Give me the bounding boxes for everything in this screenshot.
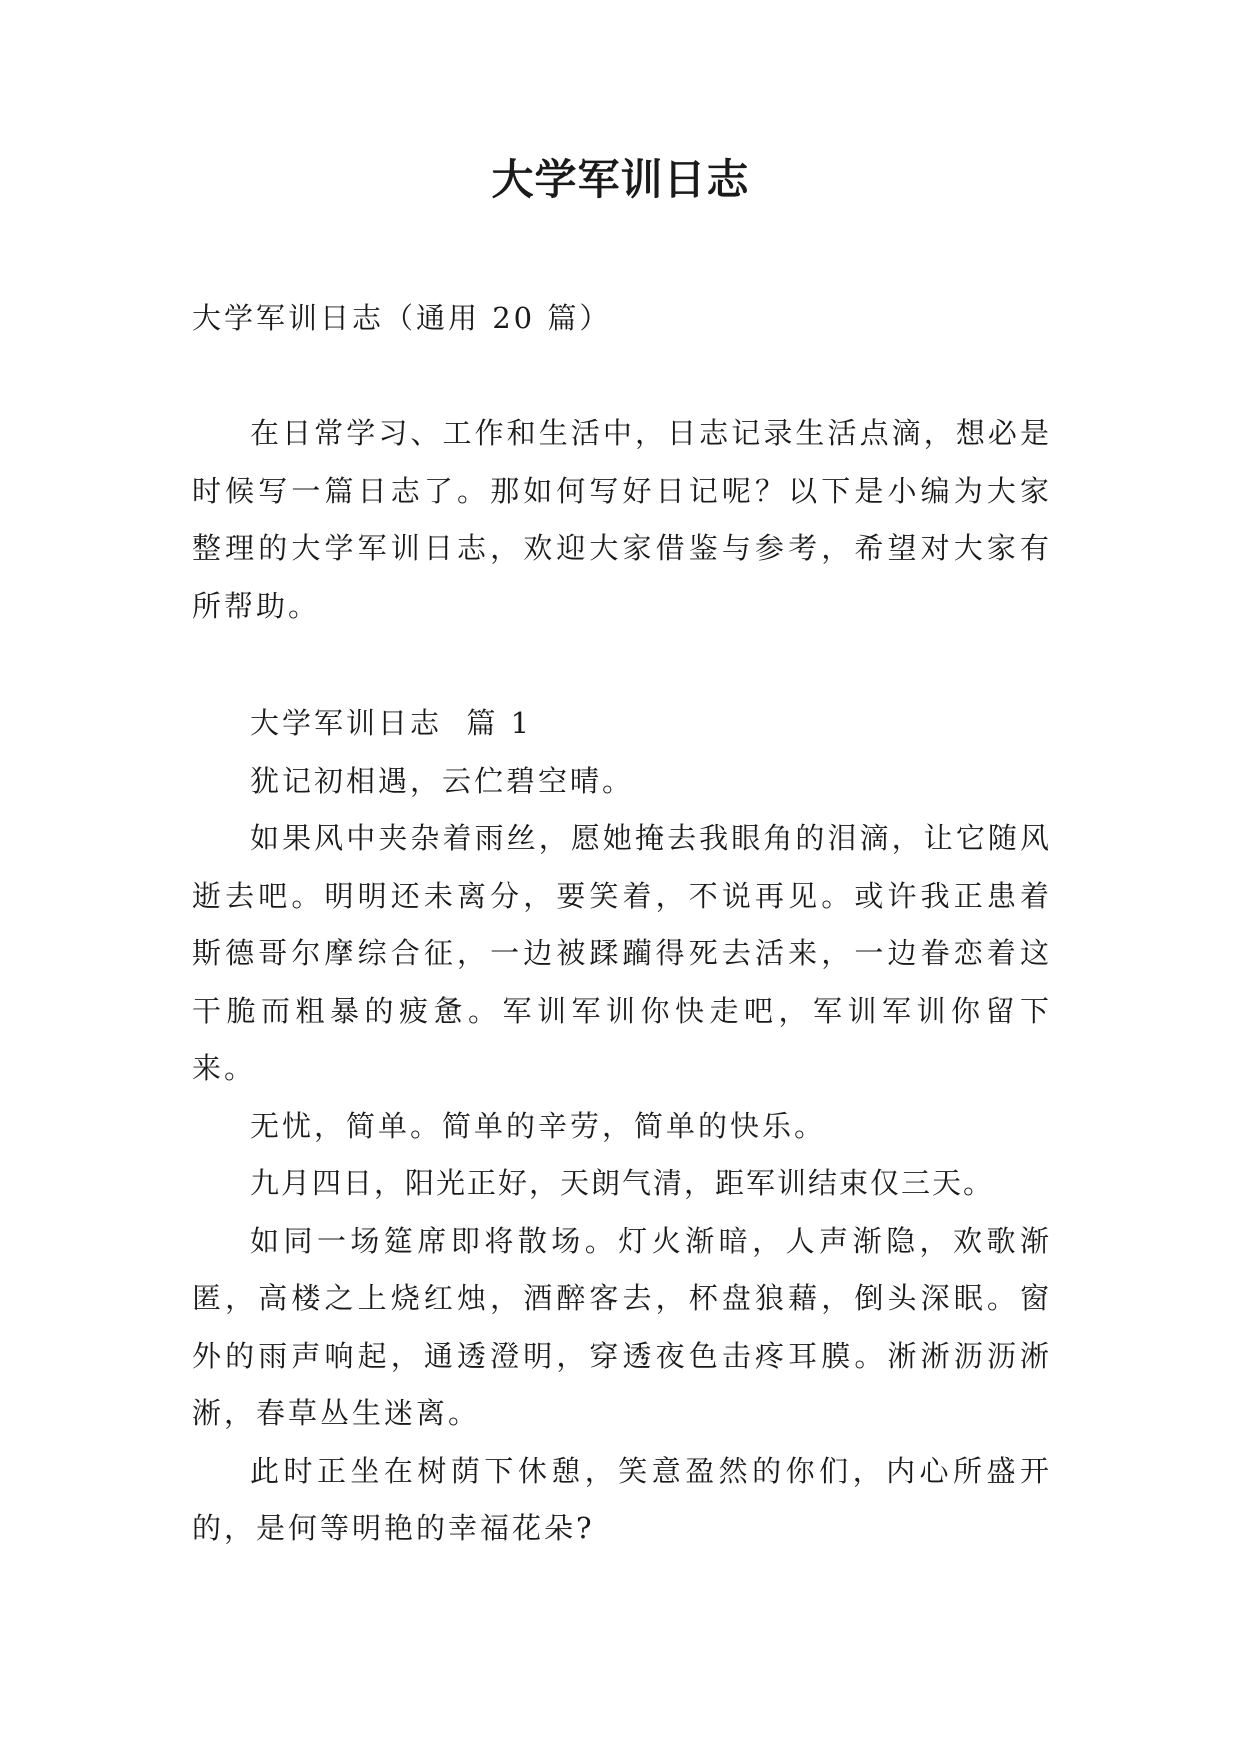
paragraph-6: 此时正坐在树荫下休憩，笑意盈然的你们，内心所盛开的，是何等明艳的幸福花朵? <box>192 1453 1052 1545</box>
intro-section <box>192 405 1052 635</box>
paragraph-1: 犹记初相遇，云伫碧空晴。 <box>250 763 635 798</box>
paragraph-2: 如果风中夹杂着雨丝，愿她掩去我眼角的泪滴，让它随风逝去吧。明明还未离分，要笑着，不说再见。或许我正患着斯德哥尔摩综合征，一边被蹂躏得死去活来，一边眷恋着这干脆而粗暴的疲惫。军训军训你快走吧，军训军训你留下来。 <box>192 821 1052 1085</box>
paragraph-3: 无忧，简单。简单的辛劳，简单的快乐。 <box>250 1108 827 1143</box>
document-title: 大学军训日志 <box>491 155 750 204</box>
document-subtitle <box>192 290 1052 348</box>
article-section <box>192 695 1052 1558</box>
paragraph-5: 如同一场筵席即将散场。灯火渐暗，人声渐隐，欢歌渐匿，高楼之上烧红烛，酒醉客去，杯盘狼藉，倒头深眠。窗外的雨声响起，通透澄明，穿透夜色击疼耳膜。淅淅沥沥淅淅，春草丛生迷离。 <box>192 1223 1052 1430</box>
subtitle-text: 大学军训日志（通用 20 篇） <box>192 301 612 335</box>
section-heading: 大学军训日志 篇 1 <box>250 706 533 740</box>
intro-paragraph: 在日常学习、工作和生活中，日志记录生活点滴，想必是时候写一篇日志了。那如何写好日记呢？以下是小编为大家整理的大学军训日志，欢迎大家借鉴与参考，希望对大家有所帮助。 <box>192 416 1052 623</box>
paragraph-4: 九月四日，阳光正好，天朗气清，距军训结束仅三天。 <box>250 1166 995 1200</box>
